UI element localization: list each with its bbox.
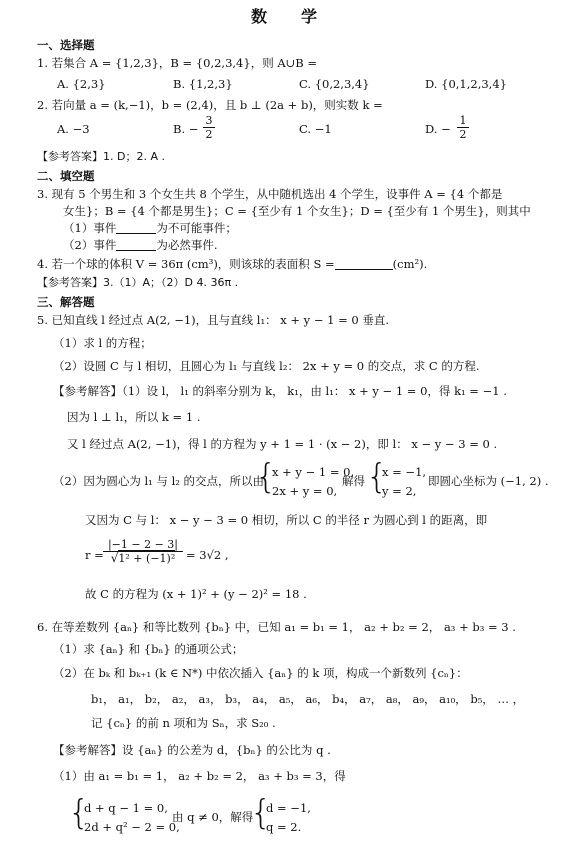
q2-stem: 2. 若向量 a = (k,−1)，b = (2,4)，且 b ⊥ (2a + b)，则实数 k = — [37, 98, 383, 112]
page-title: 数 学 — [250, 7, 326, 26]
q3-sub1-suffix: 为不可能事件； — [156, 221, 237, 235]
q5-stem: 5. 已知直线 l 经过点 A(2, −1)，且与直线 l₁： x + y − 1 = 0 垂直. — [37, 313, 389, 327]
left-brace: { — [255, 457, 277, 497]
q6-sub2: （2）在 bₖ 和 bₖ₊₁ (k ∈ N*) 中依次插入 {aₙ} 的 k 项，构成一个新数列 {cₙ}： — [53, 666, 468, 680]
section-solve-heading: 三、解答题 — [37, 295, 95, 309]
solve-word: 解得 — [342, 474, 365, 488]
q2-option-c: C. −1 — [299, 122, 332, 136]
q2-option-d-label: D. − — [425, 122, 451, 136]
fraction-numerator: 3 — [203, 114, 215, 128]
answer-blank[interactable] — [335, 257, 393, 270]
section-fill-heading: 二、填空题 — [37, 169, 95, 183]
system-1-row-1: x + y − 1 = 0, — [272, 465, 355, 479]
left-brace: { — [250, 793, 272, 833]
answer-key-1: 【参考答案】1. D；2. A . — [37, 150, 165, 163]
section-choice-heading: 一、选择题 — [37, 38, 95, 52]
fraction-denominator: √1² + (−1)² — [110, 551, 176, 565]
radius-rhs: = 3√2 , — [186, 548, 229, 562]
answer-blank[interactable] — [116, 221, 156, 234]
answer-blank[interactable] — [116, 238, 156, 251]
system-4-row-1: d = −1, — [266, 801, 311, 815]
system-3-row-1: d + q − 1 = 0, — [84, 801, 168, 815]
sqrt-radicand: 1² + (−1)² — [118, 552, 176, 565]
q3-sub2-suffix: 为必然事件. — [156, 238, 218, 252]
q6-sequence: b₁， a₁， b₂， a₂， a₃， b₃， a₄， a₅， a₆， b₄， a₇， a₈， a₉， a₁₀， b₅， … ， — [91, 692, 525, 706]
q4-stem — [37, 257, 427, 271]
q3-line1: 3. 现有 5 个男生和 3 个女生共 8 个学生，从中随机选出 4 个学生，设事件 A = {4 个都是 — [37, 187, 503, 201]
q2-option-a: A. −3 — [57, 122, 90, 136]
q6-solution-2: （1）由 a₁ = b₁ = 1， a₂ + b₂ = 2， a₃ + b₃ = 3，得 — [53, 769, 346, 783]
q5-sub2: （2）设圆 C 与 l 相切，且圆心为 l₁ 与直线 l₂： 2x + y = 0 的交点，求 C 的方程. — [53, 359, 480, 373]
q1-stem: 1. 若集合 A = {1,2,3}，B = {0,2,3,4}，则 A∪B = — [37, 56, 318, 70]
q5-solution-6: 故 C 的方程为 (x + 1)² + (y − 2)² = 18 . — [85, 587, 307, 601]
q4-stem-prefix: 4. 若一个球的体积 V = 36π (cm³)，则该球的表面积 S = — [37, 257, 335, 271]
q2-option-b-label: B. − — [173, 122, 199, 136]
q5-solution-4-suffix: 即圆心坐标为 (−1, 2) . — [428, 474, 549, 488]
q1-option-a: A. {2,3} — [57, 77, 106, 91]
q5-solution-4-prefix: （2）因为圆心为 l₁ 与 l₂ 的交点，所以由 — [53, 474, 265, 488]
system-2-row-2: y = 2, — [382, 484, 417, 498]
radius-lhs: r = — [85, 548, 104, 562]
q3-sub2-prefix: （2）事件 — [63, 238, 117, 252]
fraction-denominator: 2 — [459, 128, 467, 141]
q5-solution-5: 又因为 C 与 l： x − y − 3 = 0 相切，所以 C 的半径 r 为圆心到 l 的距离，即 — [85, 513, 488, 527]
q3-sub2 — [63, 238, 217, 252]
q6-sub1: （1）求 {aₙ} 和 {bₙ} 的通项公式； — [53, 642, 244, 656]
system-4-row-2: q = 2. — [266, 820, 302, 834]
q6-solution-1: 【参考解答】设 {aₙ} 的公差为 d，{bₙ} 的公比为 q . — [53, 743, 331, 757]
q5-solution-3: 又 l 经过点 A(2, −1)，得 l 的方程为 y + 1 = 1 · (x − 2)，即 l： x − y − 3 = 0 . — [67, 437, 498, 451]
radius-fraction — [103, 538, 183, 565]
q6-solution-3: 由 q ≠ 0，解得 — [172, 810, 254, 824]
q5-sub1: （1）求 l 的方程； — [53, 336, 152, 350]
left-brace: { — [68, 793, 90, 833]
q2-option-b-fraction — [203, 114, 215, 141]
fraction-denominator: 2 — [205, 128, 213, 141]
q3-sub1-prefix: （1）事件 — [63, 221, 117, 235]
q2-option-d-fraction — [457, 114, 469, 141]
left-brace: { — [366, 457, 388, 497]
q3-line2: 女生}；B = {4 个都是男生}；C = {至少有 1 个女生}；D = {至少有 1 个男生}，则其中 — [63, 204, 531, 218]
system-2-row-1: x = −1, — [382, 465, 427, 479]
fraction-numerator: |−1 − 2 − 3| — [103, 538, 183, 552]
q6-stem: 6. 在等差数列 {aₙ} 和等比数列 {bₙ} 中，已知 a₁ = b₁ = 1， a₂ + b₂ = 2， a₃ + b₃ = 3 . — [37, 620, 516, 634]
q3-sub1 — [63, 221, 237, 235]
q1-option-c: C. {0,2,3,4} — [299, 77, 370, 91]
q6-sub2b: 记 {cₙ} 的前 n 项和为 Sₙ，求 S₂₀ . — [91, 716, 276, 730]
system-1-row-2: 2x + y = 0, — [272, 484, 338, 498]
system-3-row-2: 2d + q² − 2 = 0, — [84, 820, 180, 834]
q1-option-d: D. {0,1,2,3,4} — [425, 77, 507, 91]
fraction-numerator: 1 — [457, 114, 469, 128]
q5-solution-2: 因为 l ⊥ l₁，所以 k = 1 . — [67, 410, 201, 424]
q5-solution-1: 【参考解答】（1）设 l， l₁ 的斜率分别为 k， k₁，由 l₁： x + y − 1 = 0，得 k₁ = −1 . — [53, 384, 507, 398]
q4-stem-suffix: (cm²). — [392, 257, 428, 271]
q1-option-b: B. {1,2,3} — [173, 77, 233, 91]
answer-key-2: 【参考答案】3.（1）A；（2）D 4. 36π . — [37, 276, 239, 289]
